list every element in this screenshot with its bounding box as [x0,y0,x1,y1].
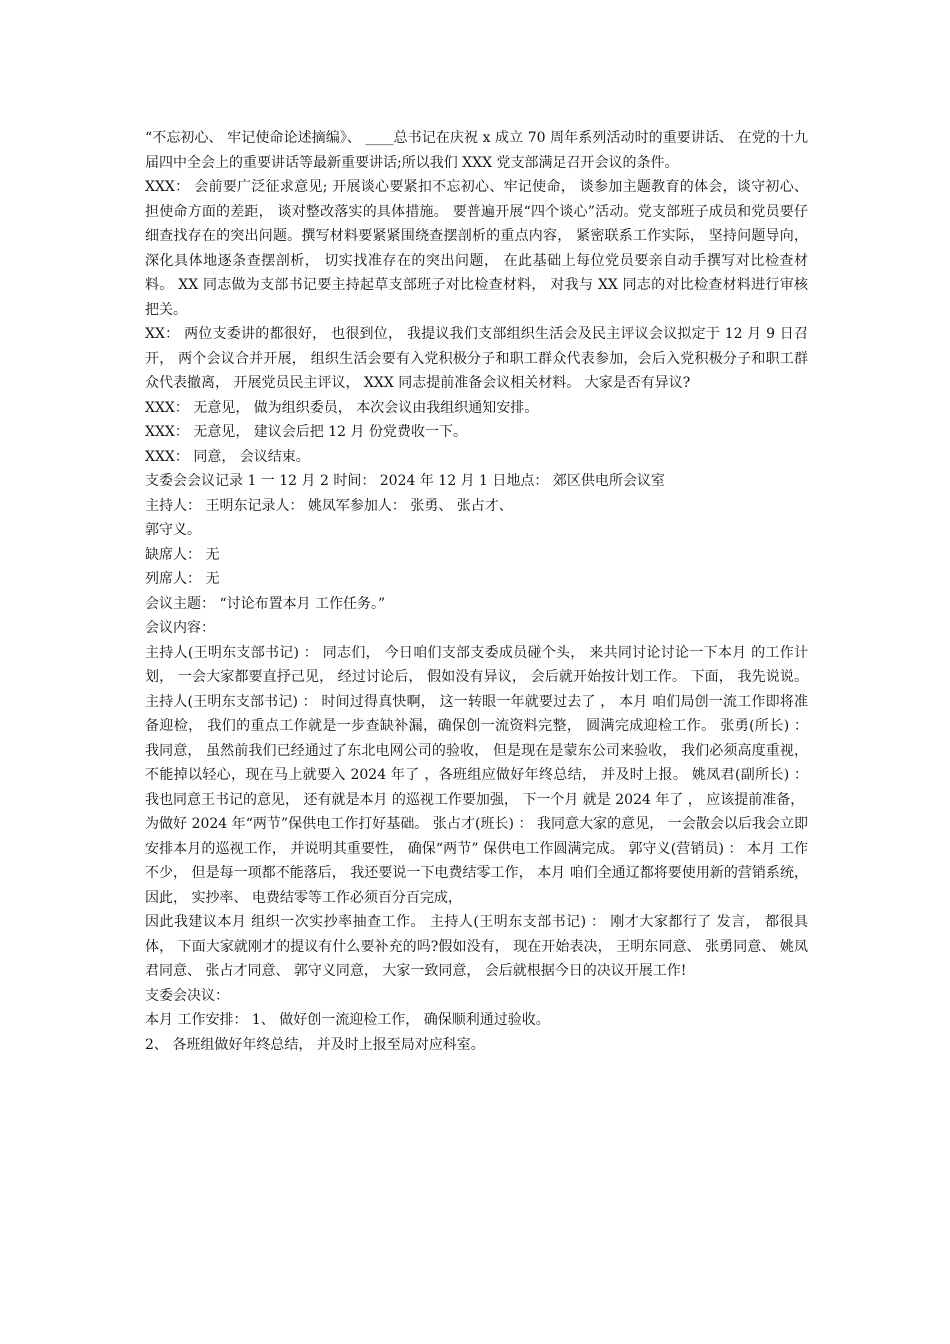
resolution-item-1: 本月 工作安排： 1、 做好创一流迎检工作， 确保顺利通过验收。 [145,1012,550,1028]
paragraph-xx-speech: XX： 两位支委讲的都很好， 也很到位， 我提议我们支部组织生活会及民主评议会议拟定于 12 月 9 日召开， 两个会议合并开展， 组织生活会要有入党积极分子和职工群众代表参加，会后入党积极分子和职工群众代表撤离， 开展党员民主评议， XXX 同志提前准备会议相关材料。 大家是否有异议? [145,326,808,391]
paragraph-intro: “不忘初心、 牢记使命论述摘编》、 ____总书记在庆祝 x 成立 70 周年系列活动时的重要讲话、 在党的十九届四中全会上的重要讲话等最新重要讲话;所以我们 XXX 党支部满足召开会议的条件。 [145,130,808,171]
paragraph-xxx-reply-2: XXX： 无意见， 建议会后把 12 月 份党费收一下。 [145,424,467,440]
resolution-item-2: 2、 各班组做好年终总结， 并及时上报至局对应科室。 [145,1036,485,1053]
meeting-content-part-3: 因此我建议本月 组织一次实抄率抽查工作。 主持人(王明东支部书记) ： 刚才大家都行了 发言， 都很具体， 下面大家就刚才的提议有什么要补充的吗?假如没有， 现在开始表决， 王明东同意、 张勇同意、 姚凤君同意、 张占才同意、 郭守义同意， 大家一致同意， 会后就根据今日的决议开展工作! [145,914,808,979]
meeting-content-part-1: 主持人(王明东支部书记) ： 同志们， 今日咱们支部支委成员碰个头， 来共同讨论讨论一下本月 的工作计划， 一会大家都要直抒己见， 经过讨论后， 假如没有异议， 会后就开始按计划工作。 下面， 我先说说。 主持人(王明东支部书记) ： 时间过得真快啊， 这一转眼一年就要过去了 ， 本月 咱们局创一流工作即将准备迎检， 我们的重点工作就是一步查缺补漏，确保创一流资料完整， 圆满完成迎检工作。 张勇(所长) ： 我同意， 虽然前我们已经通过了东北电网公司的验收， 但是现在是蒙东公司来验收， 我们必须高度重视， 不能掉以轻心，现在马上就要入 2024 年了 ，各班组应做好年终总结， 并及时上报。 姚凤君(副所长) ： 我也同意王书记的意见， 还有就是本月 的巡视工作要加强， 下一个月 就是 2024 年了 ， 应该提前准备， [145,644,808,808]
meeting-participants: 主持人： 王明东记录人： 姚凤军参加人： 张勇、 张占才、 [145,497,513,514]
document-body [145,126,808,1057]
meeting-participants-cont: 郭守义。 [145,522,201,538]
meeting-attending: 列席人： 无 [145,571,220,587]
paragraph-xxx-reply-3: XXX： 同意， 会议结束。 [145,448,310,465]
paragraph-xxx-reply-1: XXX： 无意见， 做为组织委员， 本次会议由我组织通知安排。 [145,399,539,416]
meeting-absent: 缺席人： 无 [145,546,220,563]
meeting-record-header: 支委会会议记录 1 一 12 月 2 时间： 2024 年 12 月 1 日地点： 郊区供电所会议室 [145,473,665,489]
meeting-topic: 会议主题： “讨论布置本月 工作任务。” [145,595,386,612]
resolution-label: 支委会决议： [145,987,229,1004]
meeting-content-label: 会议内容： [145,620,215,636]
paragraph-xxx-speech: XXX： 会前要广泛征求意见; 开展谈心要紧扣不忘初心、牢记使命， 谈参加主题教育的体会，谈守初心、 担使命方面的差距， 谈对整改落实的具体措施。 要普遍开展“四个谈心”活动。党支部班子成员和党员要仔细查找存在的突出问题。撰写材料要紧紧围绕查摆剖析的重点内容， 紧密联系工作实际， 坚持问题导向， 深化具体地逐条查摆剖析， 切实找准存在的突出问题， 在此基础上每位党员要亲自动手撰写对比检查材料。 XX 同志做为支部书记要主持起草支部班子对比检查材料， 对我与 XX 同志的对比检查材料进行审核把关。 [145,179,808,318]
meeting-content-part-2: 为做好 2024 年“两节”保供电工作打好基础。 张占才(班长) ： 我同意大家的意见， 一会散会以后我会立即安排本月的巡视工作， 并说明其重要性， 确保“两节” 保供电工作圆满完成。 郭守义(营销员) ： 本月 工作不少， 但是每一项都不能落后， 我还要说一下电费结零工作， 本月 咱们全通辽都将要使用新的营销系统， 因此， 实抄率、 电费结零等工作必须百分百完成， [145,816,808,906]
